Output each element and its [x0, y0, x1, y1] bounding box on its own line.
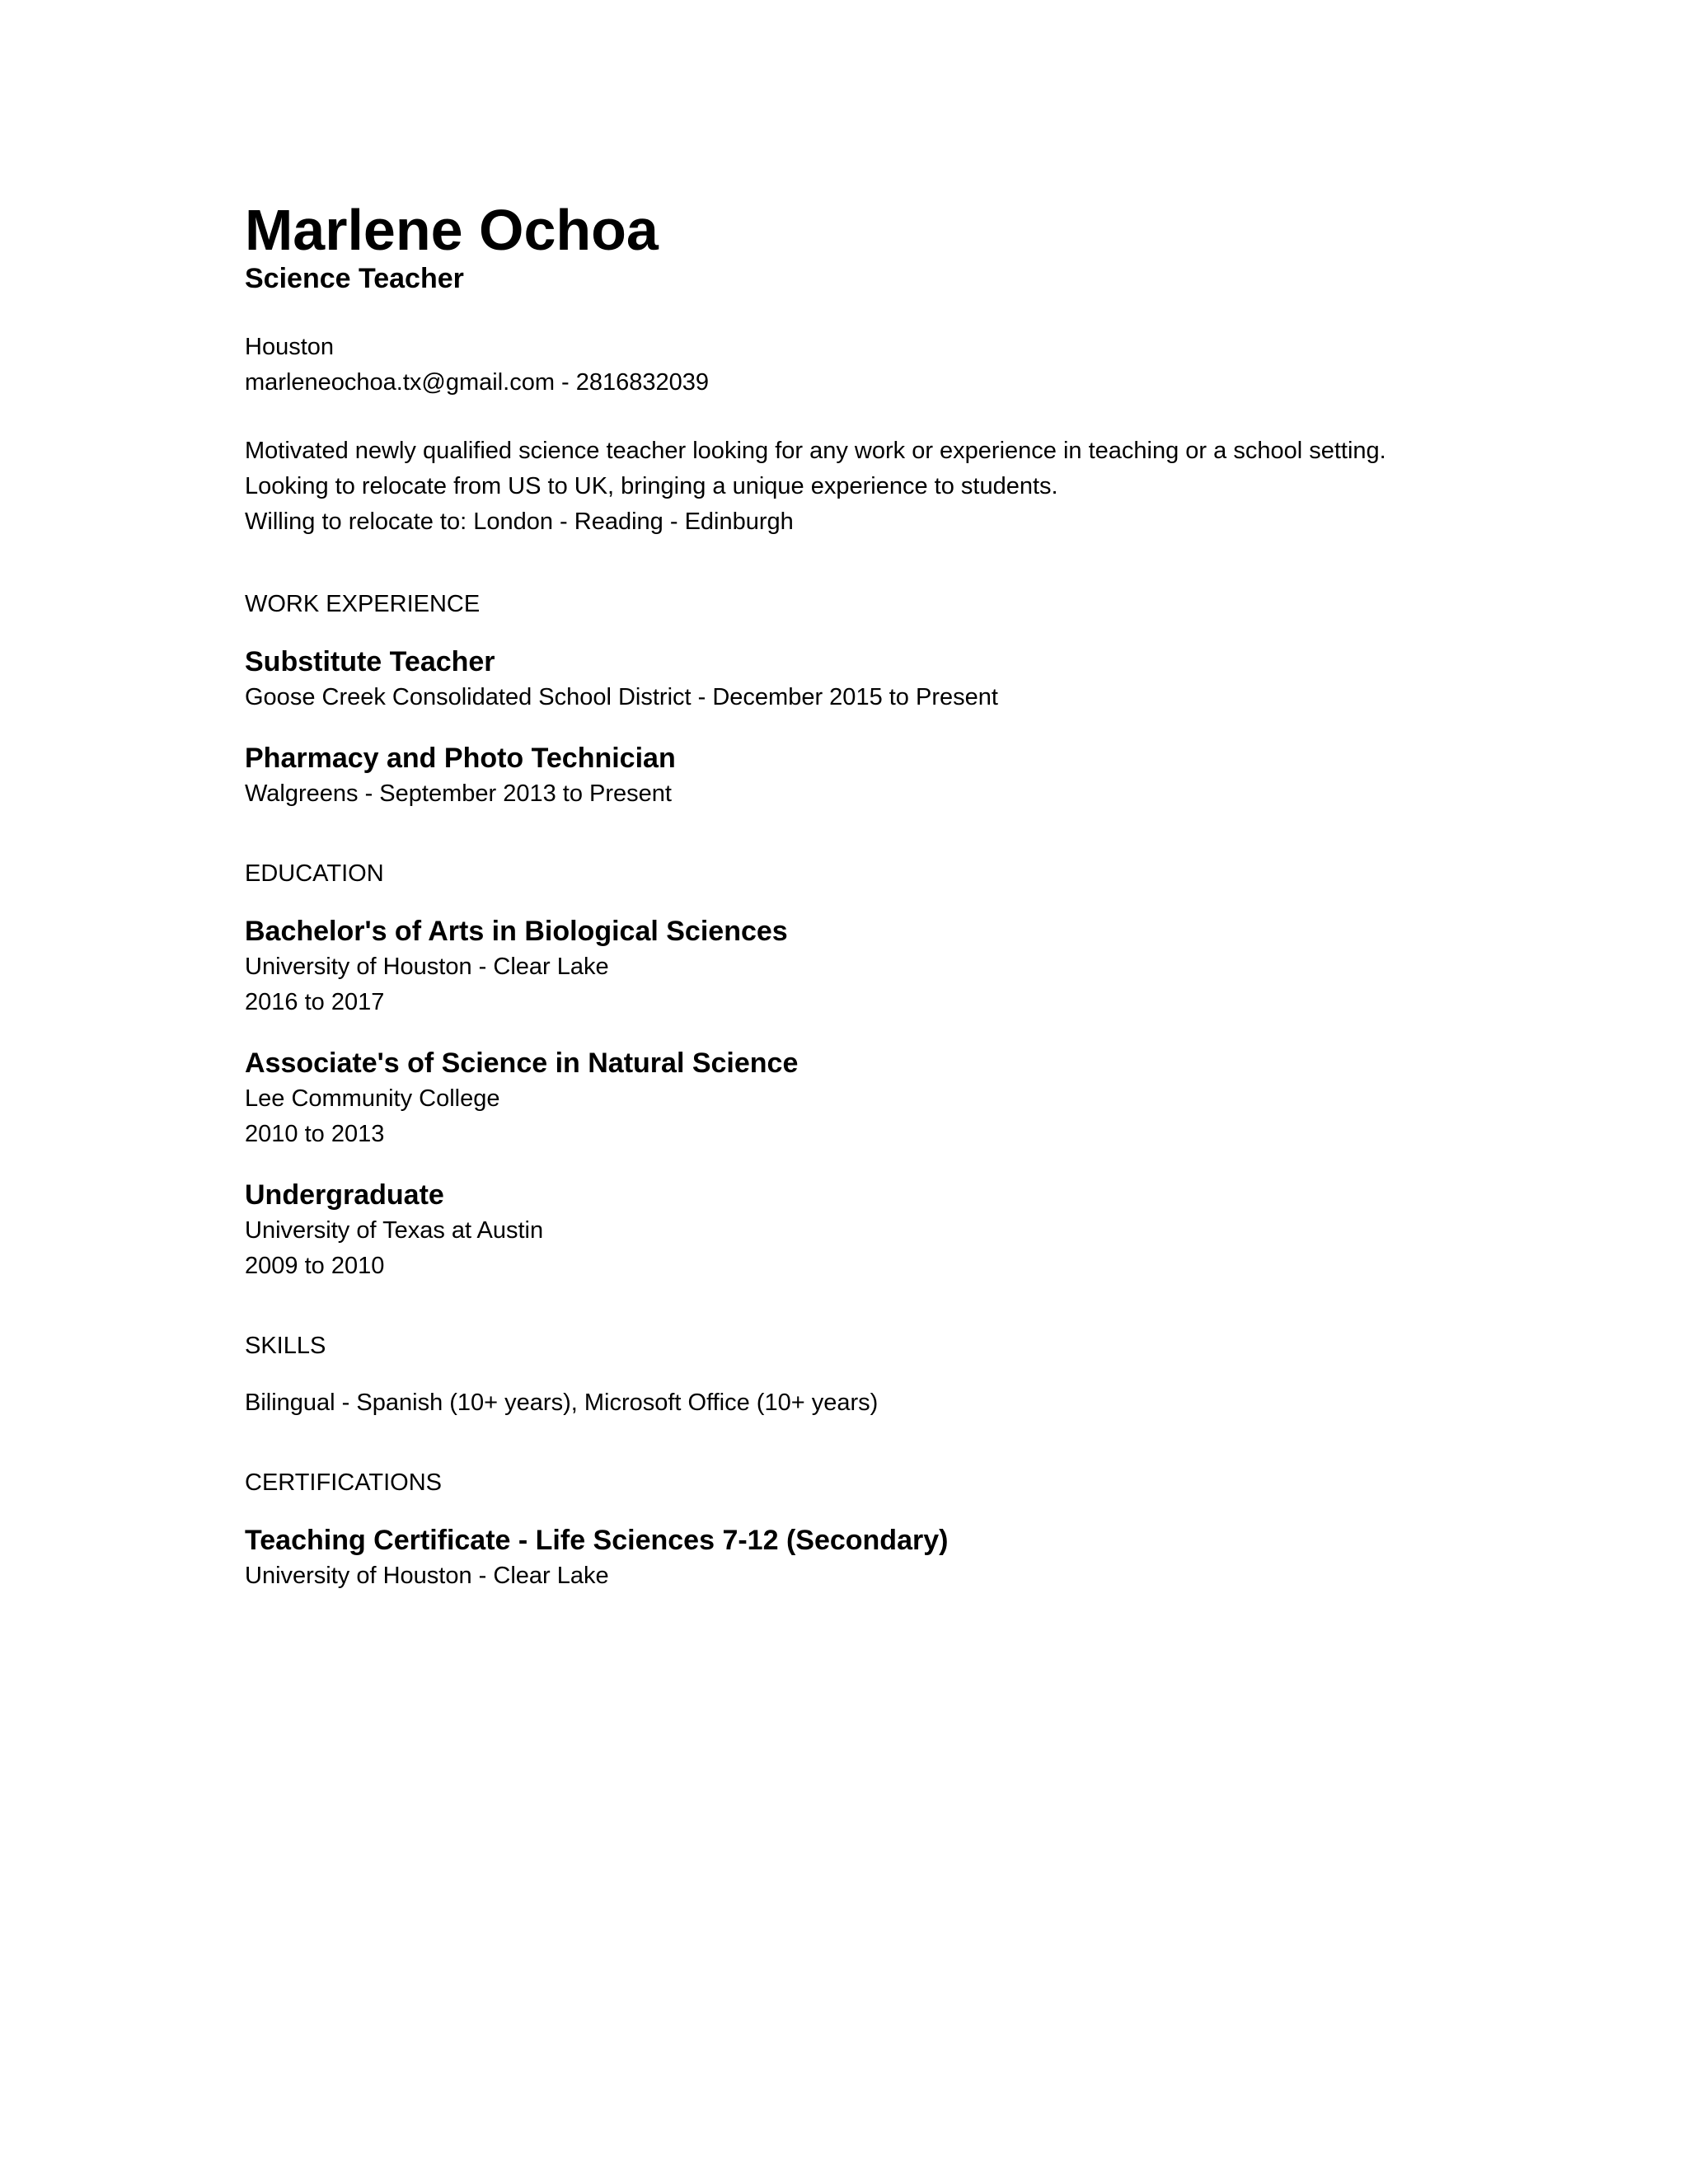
certification-title: Teaching Certificate - Life Sciences 7-12 (Secondary): [245, 1525, 949, 1556]
certification-entry: [245, 1522, 1597, 1594]
school-name: Lee Community College: [245, 1085, 500, 1112]
school-name: University of Texas at Austin: [245, 1217, 544, 1244]
section-heading: CERTIFICATIONS: [245, 1469, 442, 1496]
candidate-name: Marlene Ochoa: [245, 198, 659, 262]
certification-issuer: University of Houston - Clear Lake: [245, 1563, 609, 1589]
work-entry: [245, 740, 1597, 812]
work-experience-section: [245, 588, 1597, 812]
resume-content: [245, 198, 1597, 1639]
work-entry: [245, 644, 1597, 715]
summary-line: Willing to relocate to: London - Reading - Edinburgh: [245, 509, 794, 535]
certifications-section: [245, 1466, 1597, 1594]
job-title: Pharmacy and Photo Technician: [245, 743, 676, 774]
job-detail: Walgreens - September 2013 to Present: [245, 780, 672, 807]
degree-title: Associate's of Science in Natural Science: [245, 1047, 799, 1079]
school-name: University of Houston - Clear Lake: [245, 954, 609, 980]
summary-line: Looking to relocate from US to UK, bringing a unique experience to students.: [245, 473, 1058, 499]
candidate-headline: Science Teacher: [245, 263, 464, 294]
contact-block: [245, 330, 1597, 401]
skills-section: [245, 1329, 1597, 1421]
job-detail: Goose Creek Consolidated School District - December 2015 to Present: [245, 684, 998, 710]
education-entry: [245, 1177, 1597, 1284]
education-dates: 2010 to 2013: [245, 1121, 385, 1147]
education-dates: 2016 to 2017: [245, 989, 385, 1015]
contact-line: marleneochoa.tx@gmail.com - 2816832039: [245, 369, 710, 396]
education-entry: [245, 913, 1597, 1020]
section-heading: SKILLS: [245, 1333, 326, 1359]
section-heading: WORK EXPERIENCE: [245, 591, 481, 617]
skills-text: Bilingual - Spanish (10+ years), Microsoft Office (10+ years): [245, 1390, 879, 1416]
location-text: Houston: [245, 334, 335, 360]
education-section: [245, 857, 1597, 1284]
summary-line: Motivated newly qualified science teacher looking for any work or experience in teaching or a school setting.: [245, 438, 1386, 464]
education-dates: 2009 to 2010: [245, 1253, 385, 1279]
education-entry: [245, 1045, 1597, 1152]
degree-title: Bachelor's of Arts in Biological Sciences: [245, 916, 788, 947]
degree-title: Undergraduate: [245, 1179, 444, 1211]
summary-block: [245, 434, 1597, 540]
job-title: Substitute Teacher: [245, 646, 495, 677]
section-heading: EDUCATION: [245, 860, 384, 887]
